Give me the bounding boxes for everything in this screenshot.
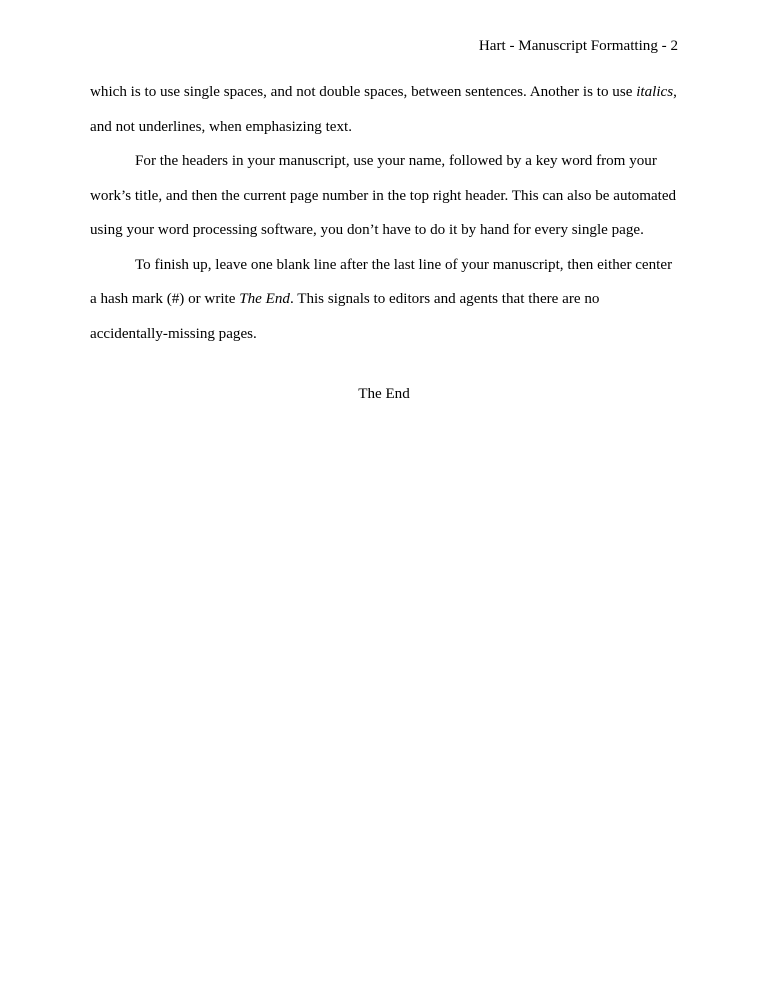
text-line xyxy=(90,110,678,145)
italic-text-segment: italics xyxy=(636,84,674,100)
text-line xyxy=(90,317,678,352)
text-line xyxy=(90,248,678,283)
text-segment: using your word processing software, you don’t have to do it by hand for every single page. xyxy=(90,222,644,238)
text-line xyxy=(90,179,678,214)
italic-text-segment: The End xyxy=(239,291,290,307)
paragraph xyxy=(90,75,678,144)
manuscript-body xyxy=(90,75,678,411)
paragraph xyxy=(90,144,678,248)
text-segment: . This signals to editors and agents that there are no xyxy=(289,291,600,307)
paragraph xyxy=(90,248,678,352)
text-segment: accidentally-missing pages. xyxy=(90,325,257,342)
text-line xyxy=(90,75,678,110)
text-line xyxy=(90,144,678,179)
text-segment: , xyxy=(673,84,677,100)
text-line xyxy=(90,213,678,248)
closing-the-end: The End xyxy=(358,385,410,402)
text-segment: which is to use single spaces, and not double spaces, between sentences. Another is to use xyxy=(90,84,637,100)
text-line xyxy=(90,282,678,317)
text-segment: For the headers in your manuscript, use your name, followed by a key word from your xyxy=(135,153,657,169)
page-header: Hart - Manuscript Formatting - 2 xyxy=(478,38,678,54)
text-segment: To finish up, leave one blank line after the last line of your manuscript, then either center xyxy=(135,256,673,273)
text-segment: work’s title, and then the current page number in the top right header. This can also be automated xyxy=(90,187,677,204)
text-segment: a hash mark (#) or write xyxy=(90,291,240,307)
text-segment: and not underlines, when emphasizing text. xyxy=(90,118,352,135)
